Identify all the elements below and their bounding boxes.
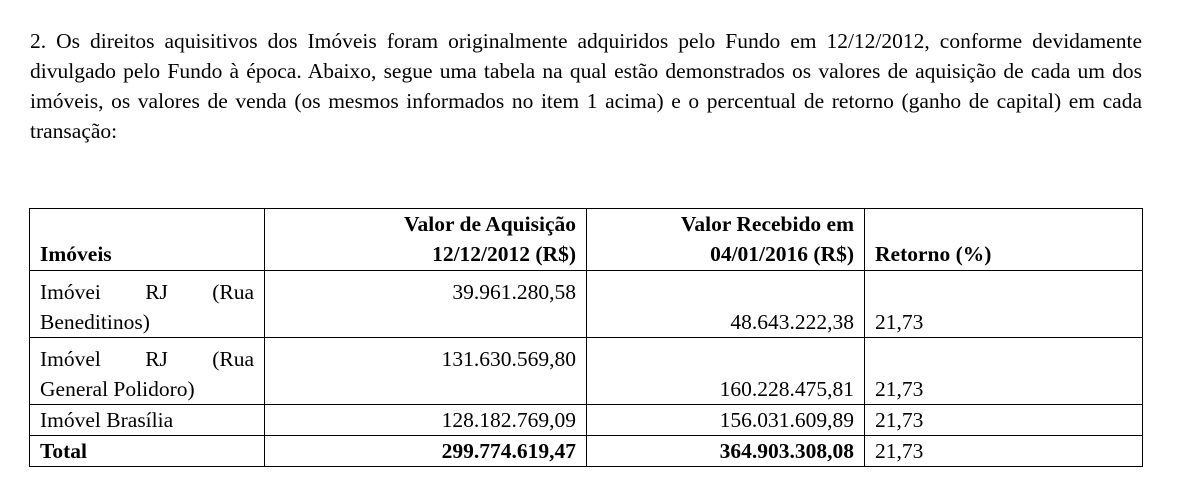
row-received-value: 156.031.609,89 <box>587 405 865 436</box>
header-valor-aquisicao-line2: 12/12/2012 (R$) <box>432 242 576 266</box>
total-acquisition-value: 299.774.619,47 <box>265 436 587 467</box>
row-return-value: 21,73 <box>865 338 1143 405</box>
table-header-row <box>30 209 1143 271</box>
row-received-value: 48.643.222,38 <box>587 271 865 338</box>
table-total-row <box>30 436 1143 467</box>
row-name-cell <box>30 271 265 338</box>
row-name-line1 <box>40 277 254 307</box>
intro-paragraph: 2. Os direitos aquisitivos dos Imóveis foram originalmente adquiridos pelo Fundo em 12/12/2012, conforme devidamente divulgado pelo Fundo à época. Abaixo, segue uma tabela na qual estão demonstrados os valores de aquisição de cada um dos imóveis, os valores de venda (os mesmos informados no item 1 acima) e o percentual de retorno (ganho de capital) em cada transação: <box>30 29 1142 143</box>
row-name-word: Imóvei <box>40 280 101 304</box>
table-row <box>30 271 1143 338</box>
property-returns-table <box>29 208 1143 467</box>
row-acquisition-value: 131.630.569,80 <box>265 338 587 405</box>
row-acquisition-value: 39.961.280,58 <box>265 271 587 338</box>
row-name-word: (Rua <box>212 347 254 371</box>
row-name-word: Imóvel <box>40 347 101 371</box>
table-row <box>30 405 1143 436</box>
header-valor-recebido-line1: Valor Recebido em <box>680 212 854 236</box>
header-imoveis: Imóveis <box>30 209 265 271</box>
row-name-line2: General Polidoro) <box>40 377 195 401</box>
header-valor-aquisicao-line1: Valor de Aquisição <box>403 212 576 236</box>
row-name-cell <box>30 338 265 405</box>
header-valor-recebido-line2: 04/01/2016 (R$) <box>710 242 854 266</box>
row-name-line1 <box>40 344 254 374</box>
row-name-word: (Rua <box>212 280 254 304</box>
header-valor-aquisicao <box>265 209 587 271</box>
header-valor-recebido <box>587 209 865 271</box>
row-return-value: 21,73 <box>865 271 1143 338</box>
header-retorno: Retorno (%) <box>865 209 1143 271</box>
row-return-value: 21,73 <box>865 405 1143 436</box>
total-label: Total <box>30 436 265 467</box>
total-received-value: 364.903.308,08 <box>587 436 865 467</box>
total-return-value: 21,73 <box>865 436 1143 467</box>
row-name-cell: Imóvel Brasília <box>30 405 265 436</box>
row-name-line2: Beneditinos) <box>40 310 150 334</box>
table-row <box>30 338 1143 405</box>
row-received-value: 160.228.475,81 <box>587 338 865 405</box>
row-acquisition-value: 128.182.769,09 <box>265 405 587 436</box>
row-name-word: RJ <box>145 280 168 304</box>
row-name-word: RJ <box>145 347 168 371</box>
